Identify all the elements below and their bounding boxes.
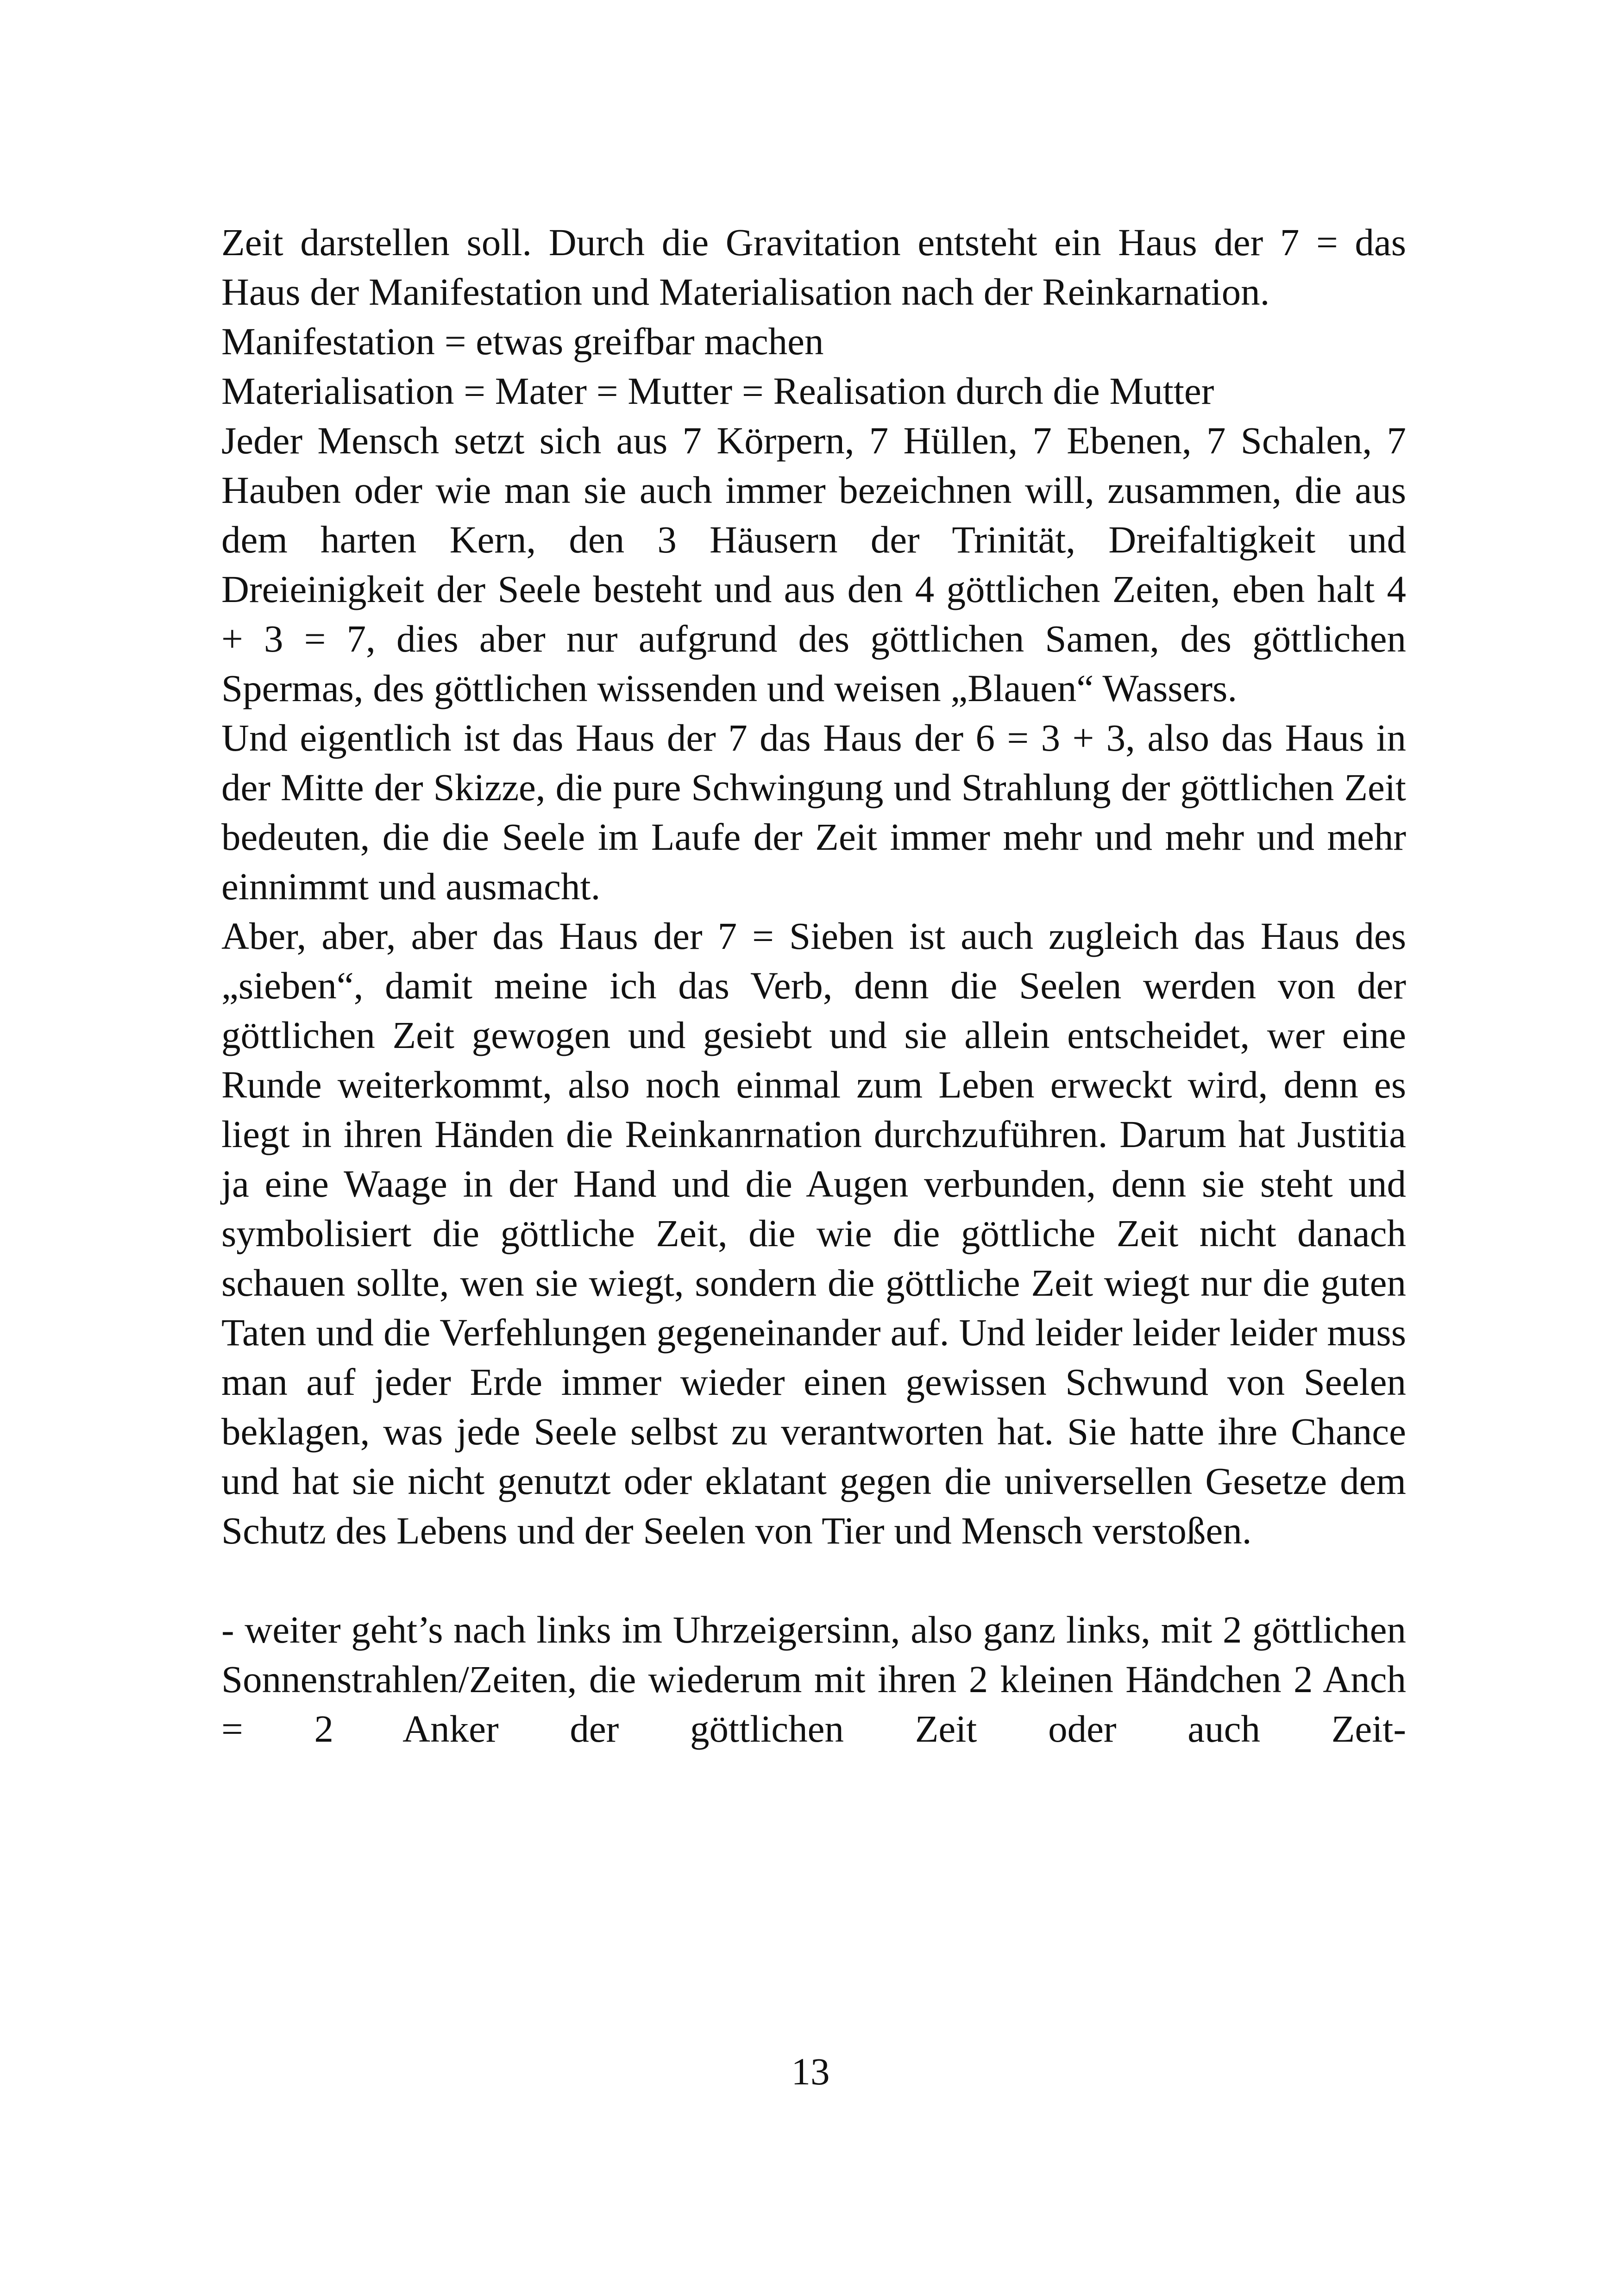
paragraph-continuation: - weiter geht’s nach links im Uhrzeigersinn, also ganz links, mit 2 göttlichen Sonnenstrahlen/Zeiten, die wiederum mit ihren 2 kleinen Händchen 2 Anch = 2 Anker der göttlichen Zeit oder auch Zeit- xyxy=(221,1608,1406,1750)
body-text xyxy=(221,218,1406,1754)
paragraph-house-of-seven-sieben: Aber, aber, aber das Haus der 7 = Sieben ist auch zugleich das Haus des „sieben“, damit meine ich das Verb, denn die Seelen werden von der göttlichen Zeit gewogen und gesiebt und sie allein entscheidet, wer eine Runde weiterkommt, also noch einmal zum Leben erweckt wird, denn es liegt in ihren Händen die Reinkanrnation durchzuführen. Darum hat Justitia ja eine Waage in der Hand und die Augen verbunden, denn sie steht und symbolisiert die göttliche Zeit, die wie die göttliche Zeit nicht danach schauen sollte, wen sie wiegt, sondern die göttliche Zeit wiegt nur die guten Taten und die Verfehlungen gegeneinander auf. Und leider leider leider muss man auf jeder Erde immer wieder einen gewissen Schwund von Seelen beklagen, was jede Seele selbst zu verantworten hat. Sie hatte ihre Chance und hat sie nicht genutzt oder eklatant gegen die universellen Gesetze dem Schutz des Lebens und der Seelen von Tier und Mensch verstoßen. xyxy=(221,915,1406,1552)
page-number: 13 xyxy=(791,2050,830,2093)
paragraph-spacer xyxy=(221,1556,1406,1605)
paragraph-gravitation: Zeit darstellen soll. Durch die Gravitation entsteht ein Haus der 7 = das Haus der Manifestation und Materialisation nach der Reinkarnation. xyxy=(221,221,1406,313)
paragraph-manifestation-definition: Manifestation = etwas greifbar machen xyxy=(221,320,824,363)
paragraph-seven-bodies: Jeder Mensch setzt sich aus 7 Körpern, 7 Hüllen, 7 Ebenen, 7 Schalen, 7 Hauben oder wie man sie auch immer bezeichnen will, zusammen, die aus dem harten Kern, den 3 Häusern der Trinität, Dreifaltigkeit und Dreieinigkeit der Seele besteht und aus den 4 göttlichen Zeiten, eben halt 4 + 3 = 7, dies aber nur aufgrund des göttlichen Samen, des göttlichen Spermas, des göttlichen wissenden und weisen „Blauen“ Wassers. xyxy=(221,419,1406,709)
paragraph-materialisation-definition: Materialisation = Mater = Mutter = Realisation durch die Mutter xyxy=(221,370,1214,412)
paragraph-house-of-six: Und eigentlich ist das Haus der 7 das Haus der 6 = 3 + 3, also das Haus in der Mitte der Skizze, die pure Schwingung und Strahlung der göttlichen Zeit bedeuten, die die Seele im Laufe der Zeit immer mehr und mehr und mehr einnimmt und ausmacht. xyxy=(221,716,1406,908)
